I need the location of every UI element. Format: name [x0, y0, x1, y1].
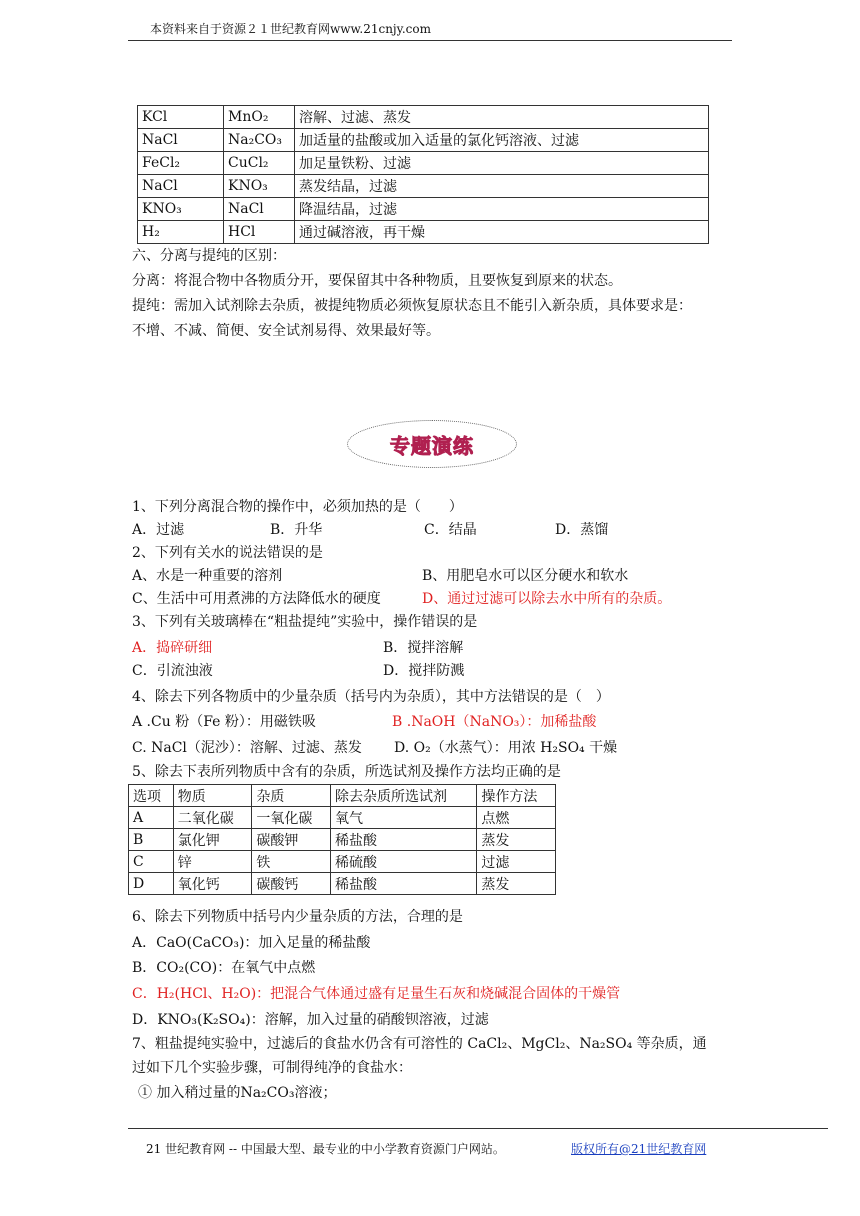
table-row [129, 851, 556, 873]
q1-option-c: C．结晶 [424, 522, 477, 538]
table-cell: 铁 [252, 851, 331, 873]
section6-line2: 提纯：需加入试剂除去杂质，被提纯物质必须恢复原状态且不能引入新杂质，具体要求是： [132, 298, 692, 314]
table-cell: 蒸发 [477, 873, 556, 895]
q4-option-b: B .NaOH（NaNO₃）：加稀盐酸 [392, 714, 597, 730]
table-row [138, 221, 709, 244]
q1-option-d: D．蒸馏 [555, 522, 609, 538]
section6-line1: 分离：将混合物中各物质分开，要保留其中各种物质，且要恢复到原来的状态。 [132, 273, 622, 289]
table-cell: KCl [138, 106, 224, 129]
table-cell: 加足量铁粉、过滤 [295, 152, 709, 175]
table-cell: 氧化钙 [173, 873, 252, 895]
q3-option-c: C．引流浊液 [132, 663, 213, 679]
q6-option-a: A．CaO(CaCO₃)：加入足量的稀盐酸 [132, 935, 371, 951]
q2-option-a: A、水是一种重要的溶剂 [132, 568, 283, 584]
table-cell: 锌 [173, 851, 252, 873]
table-cell: 点燃 [477, 807, 556, 829]
table-cell: B [129, 829, 174, 851]
table-row [129, 807, 556, 829]
table-cell: 蒸发 [477, 829, 556, 851]
table-row [138, 175, 709, 198]
footer-rule [128, 1128, 828, 1129]
table-cell: CuCl₂ [224, 152, 295, 175]
q5-table [128, 784, 556, 895]
q3-option-d: D．搅拌防溅 [383, 663, 465, 679]
page-header: 本资料来自于资源２１世纪教育网www.21cnjy.com [150, 22, 431, 36]
table-cell: 碳酸钙 [252, 873, 331, 895]
q4-option-d: D. O₂（水蒸气）：用浓 H₂SO₄ 干燥 [394, 740, 618, 756]
copyright-link[interactable]: 版权所有@21世纪教育网 [571, 1142, 707, 1156]
table-header-cell: 杂质 [252, 785, 331, 807]
table-header-cell: 操作方法 [477, 785, 556, 807]
table-cell: 氯化钾 [173, 829, 252, 851]
table-cell: KNO₃ [138, 198, 224, 221]
q6-option-b: B．CO₂(CO)：在氧气中点燃 [132, 960, 316, 976]
table-cell: 通过碱溶液，再干燥 [295, 221, 709, 244]
table-cell: KNO₃ [224, 175, 295, 198]
q3-option-b: B．搅拌溶解 [383, 640, 464, 656]
q1-option-a: A．过滤 [132, 522, 185, 538]
table-cell: NaCl [224, 198, 295, 221]
table-cell: C [129, 851, 174, 873]
q2-stem: 2、下列有关水的说法错误的是 [132, 545, 323, 561]
table-row [129, 829, 556, 851]
q4-option-a: A .Cu 粉（Fe 粉）：用磁铁吸 [132, 714, 316, 730]
table-header-cell: 除去杂质所选试剂 [331, 785, 477, 807]
table-row [138, 198, 709, 221]
purification-table [137, 105, 709, 244]
table-cell: D [129, 873, 174, 895]
table-cell: 碳酸钾 [252, 829, 331, 851]
table-cell: 稀硫酸 [331, 851, 477, 873]
table-cell: NaCl [138, 175, 224, 198]
table-row [129, 873, 556, 895]
table-cell: Na₂CO₃ [224, 129, 295, 152]
table-cell: 氧气 [331, 807, 477, 829]
footer-text: 21 世纪教育网 -- 中国最大型、最专业的中小学教育资源门户网站。 [146, 1142, 505, 1156]
q6-option-d: D．KNO₃(K₂SO₄)：溶解，加入过量的硝酸钡溶液，过滤 [132, 1012, 489, 1028]
q4-option-c: C. NaCl（泥沙）：溶解、过滤、蒸发 [132, 740, 362, 756]
table-cell: HCl [224, 221, 295, 244]
table-cell: FeCl₂ [138, 152, 224, 175]
table-cell: 过滤 [477, 851, 556, 873]
table-cell: MnO₂ [224, 106, 295, 129]
q2-option-b: B、用肥皂水可以区分硬水和软水 [422, 568, 629, 584]
table-cell: 蒸发结晶，过滤 [295, 175, 709, 198]
table-cell: 二氧化碳 [173, 807, 252, 829]
q2-option-d: D、通过过滤可以除去水中所有的杂质。 [422, 591, 672, 607]
title-badge-text: 专题演练 [390, 433, 474, 458]
q1-stem: 1、下列分离混合物的操作中，必须加热的是（ ） [132, 499, 463, 515]
table-cell: NaCl [138, 129, 224, 152]
table-cell: 加适量的盐酸或加入适量的氯化钙溶液、过滤 [295, 129, 709, 152]
q5-stem: 5、除去下表所列物质中含有的杂质，所选试剂及操作方法均正确的是 [132, 764, 561, 780]
q7-line1: 7、粗盐提纯实验中，过滤后的食盐水仍含有可溶性的 CaCl₂、MgCl₂、Na₂SO₄ 等杂质，通 [132, 1036, 707, 1052]
table-cell: 稀盐酸 [331, 873, 477, 895]
table-cell: 降温结晶，过滤 [295, 198, 709, 221]
q4-stem: 4、除去下列各物质中的少量杂质（括号内为杂质），其中方法错误的是（ ） [132, 689, 610, 705]
q6-option-c: C．H₂(HCl、H₂O)：把混合气体通过盛有足量生石灰和烧碱混合固体的干燥管 [132, 986, 621, 1002]
section6-line3: 不增、不减、简便、安全试剂易得、效果最好等。 [132, 323, 440, 339]
q6-stem: 6、除去下列物质中括号内少量杂质的方法，合理的是 [132, 909, 463, 925]
table-cell: A [129, 807, 174, 829]
table-row [138, 152, 709, 175]
table-cell: H₂ [138, 221, 224, 244]
table-cell: 溶解、过滤、蒸发 [295, 106, 709, 129]
header-rule [128, 40, 732, 41]
q1-option-b: B．升华 [270, 522, 323, 538]
q7-line3: ① 加入稍过量的Na₂CO₃溶液； [138, 1085, 337, 1101]
table-cell: 一氧化碳 [252, 807, 331, 829]
table-row [138, 106, 709, 129]
table-cell: 稀盐酸 [331, 829, 477, 851]
table-header-cell: 选项 [129, 785, 174, 807]
q7-line2: 过如下几个实验步骤，可制得纯净的食盐水： [132, 1060, 412, 1076]
q2-option-c: C、生活中可用煮沸的方法降低水的硬度 [132, 591, 381, 607]
q3-option-a: A．捣碎研细 [132, 640, 213, 656]
title-badge [347, 420, 517, 468]
q3-stem: 3、下列有关玻璃棒在“粗盐提纯”实验中，操作错误的是 [132, 614, 478, 630]
table-header-cell: 物质 [173, 785, 252, 807]
table-row [138, 129, 709, 152]
section6-heading: 六、分离与提纯的区别： [132, 248, 286, 264]
